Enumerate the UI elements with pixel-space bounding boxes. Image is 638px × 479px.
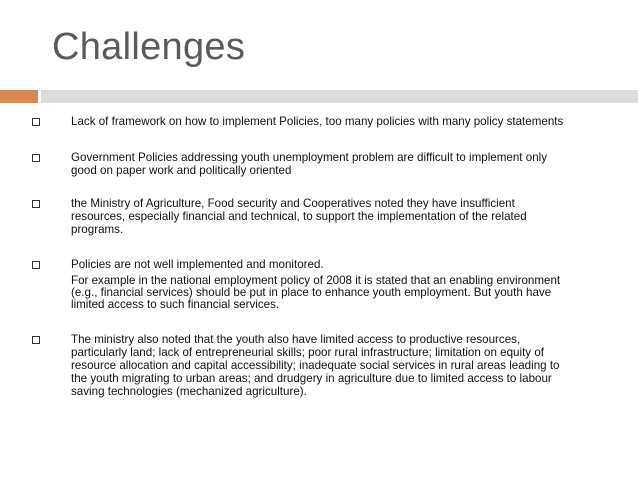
square-bullet-icon: [32, 200, 40, 208]
bullet-text: The ministry also noted that the youth also have limited access to productive resources, particularly land; lack of entrepreneurial skills; poor rural infrastructure; limitation on equity of resource allocation and capital accessibility; inadequate social services in rural areas leading to the youth migrating to urban areas; and drudgery in agriculture due to limited access to labour saving technologies (mechanized agriculture).: [71, 333, 560, 398]
square-bullet-icon: [32, 118, 40, 126]
square-bullet-icon: [32, 261, 40, 269]
slide-title: Challenges: [52, 26, 246, 68]
bullet-text: Policies are not well implemented and monitored.: [71, 258, 324, 271]
bullet-text: the Ministry of Agriculture, Food security and Cooperatives noted they have insufficient resources, especially financial and technical, to support the implementation of the related programs.: [71, 197, 527, 236]
bullet-subtext: For example in the national employment policy of 2008 it is stated that an enabling environment (e.g., financial services) should be put in place to enhance youth employment. But youth have limited access to such financial services.: [71, 274, 561, 311]
title-divider-accent: [0, 90, 38, 103]
bullet-text: Lack of framework on how to implement Policies, too many policies with many policy statements: [71, 115, 564, 128]
square-bullet-icon: [32, 154, 40, 162]
title-divider-bar: [41, 90, 638, 103]
square-bullet-icon: [32, 336, 40, 344]
bullet-text: Government Policies addressing youth unemployment problem are difficult to implement only good on paper work and politically oriented: [71, 151, 548, 177]
